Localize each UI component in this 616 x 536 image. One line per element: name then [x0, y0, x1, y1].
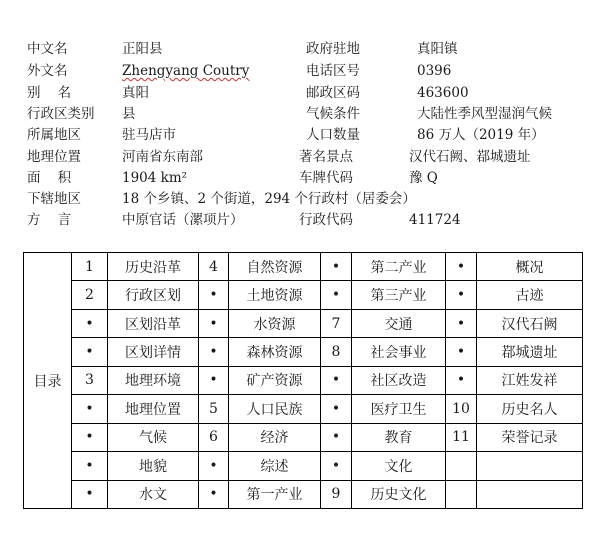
toc-link[interactable]: 土地资源 [229, 281, 321, 309]
toc-marker: 6 [199, 423, 229, 451]
table-row [24, 423, 583, 451]
toc-marker: • [446, 366, 477, 394]
toc-link[interactable]: 区划详情 [108, 338, 199, 366]
toc-marker [446, 452, 477, 480]
toc-marker: 8 [321, 338, 352, 366]
toc-marker: 7 [321, 309, 352, 337]
toc-link[interactable]: 气候 [108, 423, 199, 451]
info-row [0, 82, 616, 104]
info-value: 411724 [409, 212, 461, 228]
toc-link[interactable]: 第三产业 [352, 281, 446, 309]
info-label: 邮政区码 [306, 85, 360, 101]
info-label: 方 言 [27, 212, 72, 228]
toc-marker: • [72, 480, 108, 509]
info-value: 汉代石阙、鄀城遗址 [409, 149, 531, 165]
toc-marker: • [72, 452, 108, 480]
toc-marker: • [446, 338, 477, 366]
toc-link[interactable]: 社会事业 [352, 338, 446, 366]
toc-marker: 9 [321, 480, 352, 509]
toc-marker: • [321, 253, 352, 281]
toc-link[interactable]: 第二产业 [352, 253, 446, 281]
info-label: 气候条件 [306, 106, 360, 122]
toc-marker: 2 [72, 281, 108, 309]
info-value: 真阳 [122, 85, 149, 101]
info-label: 车牌代码 [299, 170, 353, 186]
info-value: 中原官话（漯项片） [122, 212, 244, 228]
toc-link[interactable]: 水资源 [229, 309, 321, 337]
toc-link[interactable]: 森林资源 [229, 338, 321, 366]
toc-marker: 10 [446, 395, 477, 423]
toc-link[interactable]: 地理环境 [108, 366, 199, 394]
toc-link[interactable]: 自然资源 [229, 253, 321, 281]
info-row [0, 60, 616, 82]
table-row [24, 253, 583, 281]
toc-link[interactable]: 概况 [477, 253, 583, 281]
table-row [24, 338, 583, 366]
infobox [0, 0, 616, 240]
toc-link[interactable]: 鄀城遗址 [477, 338, 583, 366]
toc-marker: • [72, 395, 108, 423]
info-value: 86 万人（2019 年） [417, 127, 545, 143]
toc-title: 目录 [24, 253, 72, 509]
toc-link[interactable]: 矿产资源 [229, 366, 321, 394]
toc-link[interactable]: 医疗卫生 [352, 395, 446, 423]
info-value: 驻马店市 [122, 127, 176, 143]
toc-link[interactable]: 水文 [108, 480, 199, 509]
table-row [24, 480, 583, 509]
toc-marker: 4 [199, 253, 229, 281]
toc-marker: • [72, 423, 108, 451]
toc-marker: • [199, 309, 229, 337]
toc-link[interactable]: 地貌 [108, 452, 199, 480]
toc-marker: • [199, 452, 229, 480]
info-row [0, 103, 616, 125]
info-value: 县 [122, 106, 136, 122]
toc-link[interactable]: 教育 [352, 423, 446, 451]
toc-link[interactable]: 地理位置 [108, 395, 199, 423]
info-row [0, 188, 616, 210]
info-label: 下辖地区 [27, 191, 81, 207]
info-value: 河南省东南部 [122, 149, 203, 165]
info-label: 电话区号 [306, 63, 360, 79]
toc-marker: • [446, 253, 477, 281]
info-label: 政府驻地 [306, 41, 360, 57]
info-label: 著名景点 [299, 149, 353, 165]
toc-link[interactable]: 文化 [352, 452, 446, 480]
info-label: 所属地区 [27, 127, 81, 143]
toc-link[interactable]: 汉代石阙 [477, 309, 583, 337]
toc-link[interactable]: 第一产业 [229, 480, 321, 509]
info-row [0, 38, 616, 60]
toc-link[interactable]: 江姓发祥 [477, 366, 583, 394]
toc-link[interactable]: 区划沿革 [108, 309, 199, 337]
info-row [0, 167, 616, 189]
toc-link [477, 480, 583, 509]
toc-link[interactable]: 历史沿革 [108, 253, 199, 281]
table-row [24, 366, 583, 394]
toc-marker: 3 [72, 366, 108, 394]
toc-link[interactable]: 古迹 [477, 281, 583, 309]
table-of-contents [23, 252, 583, 509]
toc-marker: • [321, 452, 352, 480]
info-value: 大陆性季风型湿润气候 [417, 106, 552, 122]
toc-marker: • [199, 338, 229, 366]
toc-marker: 1 [72, 253, 108, 281]
info-value: Zhengyang Coutry [122, 63, 250, 79]
table-row [24, 309, 583, 337]
toc-link[interactable]: 荣誉记录 [477, 423, 583, 451]
toc-marker: • [199, 480, 229, 509]
toc-marker: • [321, 423, 352, 451]
toc-link[interactable]: 人口民族 [229, 395, 321, 423]
toc-marker [446, 480, 477, 509]
info-value: 1904 km² [122, 170, 188, 186]
info-label: 行政区类别 [27, 106, 95, 122]
toc-marker: • [72, 309, 108, 337]
info-value: 0396 [417, 63, 452, 79]
info-label: 面 积 [27, 170, 72, 186]
toc-marker: • [321, 281, 352, 309]
toc-marker: • [199, 366, 229, 394]
info-label: 别 名 [27, 85, 72, 101]
info-label: 外文名 [27, 63, 68, 79]
table-row [24, 395, 583, 423]
toc-link[interactable]: 历史文化 [352, 480, 446, 509]
info-row [0, 209, 616, 231]
toc-link[interactable]: 行政区划 [108, 281, 199, 309]
toc-link[interactable]: 社区改造 [352, 366, 446, 394]
info-value: 正阳县 [122, 41, 163, 57]
toc-marker: • [446, 309, 477, 337]
info-value: 463600 [417, 85, 469, 101]
toc-marker: • [72, 338, 108, 366]
toc-link [477, 452, 583, 480]
table-row [24, 452, 583, 480]
info-label: 地理位置 [27, 149, 81, 165]
info-label: 人口数量 [306, 127, 360, 143]
toc-link[interactable]: 交通 [352, 309, 446, 337]
info-label: 行政代码 [299, 212, 353, 228]
toc-marker: 5 [199, 395, 229, 423]
toc-link[interactable]: 经济 [229, 423, 321, 451]
info-row [0, 124, 616, 146]
toc-marker: 11 [446, 423, 477, 451]
info-value: 豫 Q [409, 170, 438, 186]
toc-link[interactable]: 综述 [229, 452, 321, 480]
toc-link[interactable]: 历史名人 [477, 395, 583, 423]
toc-marker: • [446, 281, 477, 309]
toc-marker: • [199, 281, 229, 309]
toc-marker: • [321, 366, 352, 394]
info-value: 18 个乡镇、2 个街道，294 个行政村（居委会） [122, 191, 416, 207]
toc-marker: • [321, 395, 352, 423]
table-row [24, 281, 583, 309]
info-label: 中文名 [27, 41, 68, 57]
info-value: 真阳镇 [417, 41, 458, 57]
info-row [0, 146, 616, 168]
